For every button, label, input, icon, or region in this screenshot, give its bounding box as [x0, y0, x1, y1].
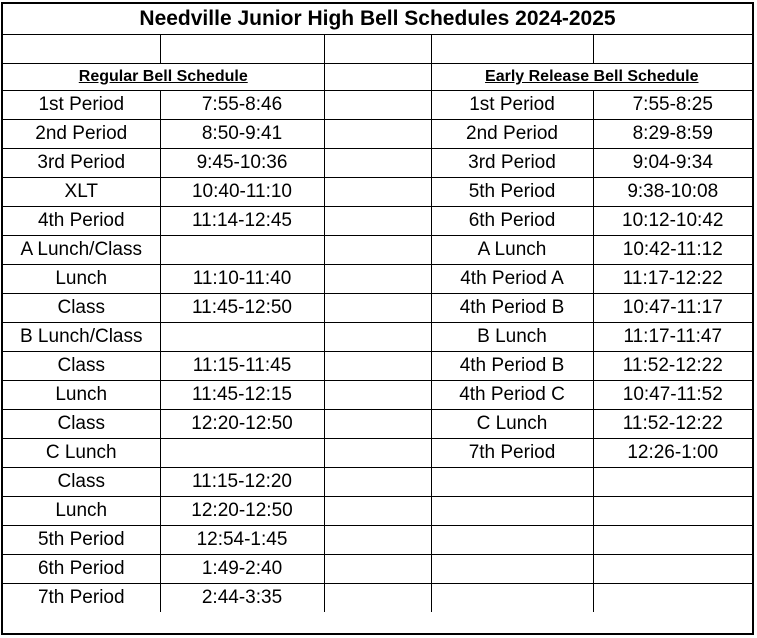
- regular-period-label: 1st Period: [3, 91, 160, 120]
- early-period-label: 4th Period A: [431, 265, 593, 294]
- blank-cell: [160, 35, 324, 64]
- table-row: [3, 120, 752, 149]
- early-period-time: 11:52-12:22: [593, 410, 752, 439]
- early-release-heading: Early Release Bell Schedule: [431, 64, 752, 91]
- early-period-label: 6th Period: [431, 207, 593, 236]
- bell-schedule-table: [3, 4, 752, 612]
- schedule-sheet: [1, 2, 754, 635]
- regular-period-label: B Lunch/Class: [3, 323, 160, 352]
- table-row: [3, 294, 752, 323]
- regular-period-time: 12:20-12:50: [160, 410, 324, 439]
- regular-period-label: Class: [3, 352, 160, 381]
- spacer-cell: [324, 207, 431, 236]
- early-period-label: [431, 497, 593, 526]
- regular-period-label: Lunch: [3, 381, 160, 410]
- early-period-time: 8:29-8:59: [593, 120, 752, 149]
- regular-period-time: 7:55-8:46: [160, 91, 324, 120]
- table-row: [3, 323, 752, 352]
- spacer-cell: [324, 91, 431, 120]
- spacer-cell: [324, 526, 431, 555]
- regular-period-time: 1:49-2:40: [160, 555, 324, 584]
- spacer-cell: [324, 120, 431, 149]
- early-period-time: 11:17-12:22: [593, 265, 752, 294]
- regular-period-time: 11:15-12:20: [160, 468, 324, 497]
- spacer-cell: [324, 497, 431, 526]
- early-period-label: 2nd Period: [431, 120, 593, 149]
- spacer-cell: [324, 352, 431, 381]
- early-period-label: [431, 584, 593, 613]
- regular-period-time: 11:45-12:15: [160, 381, 324, 410]
- early-period-time: 10:12-10:42: [593, 207, 752, 236]
- early-period-time: 10:47-11:17: [593, 294, 752, 323]
- early-period-label: 1st Period: [431, 91, 593, 120]
- early-period-time: [593, 526, 752, 555]
- table-row: [3, 555, 752, 584]
- table-row: [3, 526, 752, 555]
- table-row: [3, 410, 752, 439]
- table-row: [3, 352, 752, 381]
- spacer-cell: [324, 381, 431, 410]
- early-period-label: 4th Period B: [431, 294, 593, 323]
- blank-cell: [3, 35, 160, 64]
- early-period-label: [431, 555, 593, 584]
- spacer-cell: [324, 178, 431, 207]
- early-period-label: [431, 468, 593, 497]
- regular-period-time: 11:45-12:50: [160, 294, 324, 323]
- regular-period-label: 7th Period: [3, 584, 160, 613]
- table-row: [3, 236, 752, 265]
- early-period-time: 10:42-11:12: [593, 236, 752, 265]
- regular-period-label: Class: [3, 410, 160, 439]
- regular-period-time: 12:54-1:45: [160, 526, 324, 555]
- regular-period-label: XLT: [3, 178, 160, 207]
- early-period-label: 7th Period: [431, 439, 593, 468]
- early-period-time: 7:55-8:25: [593, 91, 752, 120]
- spacer-cell: [324, 294, 431, 323]
- spacer-cell: [324, 323, 431, 352]
- early-period-time: 9:04-9:34: [593, 149, 752, 178]
- spacer-cell: [324, 236, 431, 265]
- table-row: [3, 497, 752, 526]
- regular-period-label: Class: [3, 468, 160, 497]
- regular-period-time: 2:44-3:35: [160, 584, 324, 613]
- table-row: [3, 468, 752, 497]
- regular-period-time: 9:45-10:36: [160, 149, 324, 178]
- early-period-time: [593, 497, 752, 526]
- table-row: [3, 265, 752, 294]
- regular-period-label: Lunch: [3, 497, 160, 526]
- table-row: [3, 584, 752, 613]
- regular-period-label: Class: [3, 294, 160, 323]
- regular-schedule-heading: Regular Bell Schedule: [3, 64, 324, 91]
- early-period-time: [593, 555, 752, 584]
- regular-period-time: 12:20-12:50: [160, 497, 324, 526]
- regular-period-time: 11:14-12:45: [160, 207, 324, 236]
- spacer-cell: [324, 265, 431, 294]
- table-row: [3, 178, 752, 207]
- early-period-label: 3rd Period: [431, 149, 593, 178]
- page-title: Needville Junior High Bell Schedules 2024-2025: [3, 4, 752, 35]
- early-period-label: 4th Period C: [431, 381, 593, 410]
- regular-period-label: A Lunch/Class: [3, 236, 160, 265]
- blank-cell: [431, 35, 593, 64]
- early-period-time: [593, 584, 752, 613]
- regular-period-time: [160, 439, 324, 468]
- early-period-label: B Lunch: [431, 323, 593, 352]
- regular-period-time: 8:50-9:41: [160, 120, 324, 149]
- spacer-cell: [324, 439, 431, 468]
- regular-period-label: 6th Period: [3, 555, 160, 584]
- regular-period-label: 3rd Period: [3, 149, 160, 178]
- blank-cell: [593, 35, 752, 64]
- early-period-label: [431, 526, 593, 555]
- early-period-time: 12:26-1:00: [593, 439, 752, 468]
- early-period-label: A Lunch: [431, 236, 593, 265]
- spacer-cell: [324, 410, 431, 439]
- regular-period-label: 4th Period: [3, 207, 160, 236]
- spacer-cell: [324, 555, 431, 584]
- regular-period-time: 10:40-11:10: [160, 178, 324, 207]
- spacer-cell: [324, 584, 431, 613]
- regular-period-label: 2nd Period: [3, 120, 160, 149]
- early-period-label: 4th Period B: [431, 352, 593, 381]
- early-period-label: C Lunch: [431, 410, 593, 439]
- early-period-time: 10:47-11:52: [593, 381, 752, 410]
- early-period-time: 11:52-12:22: [593, 352, 752, 381]
- early-period-time: [593, 468, 752, 497]
- regular-period-label: 5th Period: [3, 526, 160, 555]
- regular-period-time: 11:10-11:40: [160, 265, 324, 294]
- spacer-cell: [324, 64, 431, 91]
- early-period-time: 9:38-10:08: [593, 178, 752, 207]
- regular-period-label: Lunch: [3, 265, 160, 294]
- table-row: [3, 207, 752, 236]
- regular-period-time: 11:15-11:45: [160, 352, 324, 381]
- table-row: [3, 381, 752, 410]
- blank-cell: [324, 35, 431, 64]
- spacer-cell: [324, 149, 431, 178]
- table-row: [3, 149, 752, 178]
- early-period-time: 11:17-11:47: [593, 323, 752, 352]
- regular-period-time: [160, 236, 324, 265]
- regular-period-label: C Lunch: [3, 439, 160, 468]
- spacer-cell: [324, 468, 431, 497]
- table-row: [3, 91, 752, 120]
- regular-period-time: [160, 323, 324, 352]
- table-row: [3, 439, 752, 468]
- early-period-label: 5th Period: [431, 178, 593, 207]
